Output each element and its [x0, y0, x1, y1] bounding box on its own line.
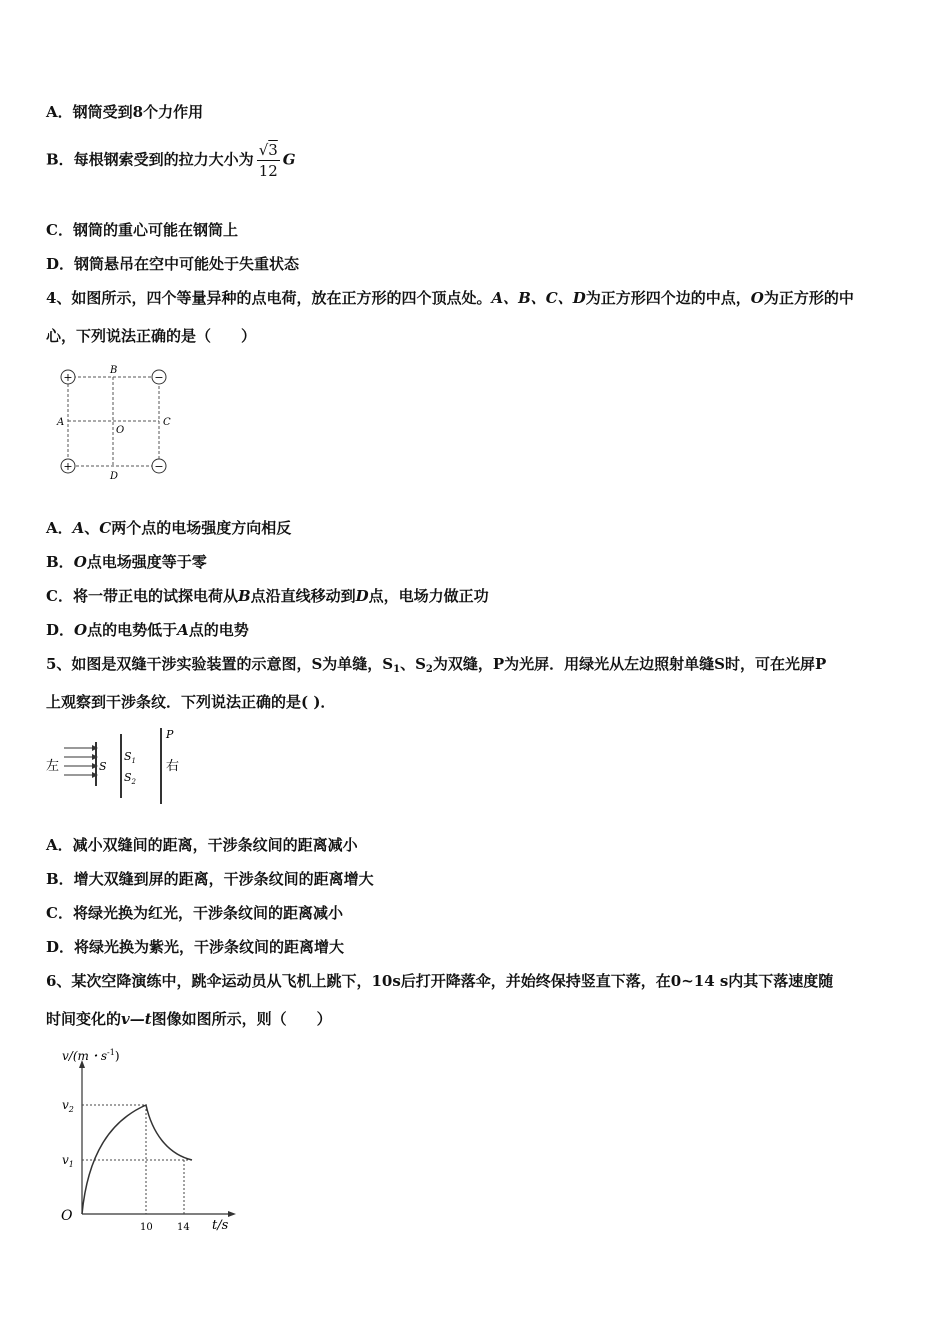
q5-stem-line2: 上观察到干涉条纹．下列说法正确的是( )．	[46, 693, 336, 711]
q6-stem-part: 图像如图所示，则（ ）	[151, 1010, 332, 1028]
q4-option-a	[46, 518, 291, 538]
q4-stem-points: A、B、C、D	[491, 289, 586, 307]
q5-option-d: D．将绿光换为紫光，干涉条纹间的距离增大	[46, 938, 345, 956]
q4-stem-part: 为正方形四个边的中点，	[585, 289, 751, 307]
q4-option-a-point: A	[72, 519, 85, 537]
q4-stem-line2: 心，下列说法正确的是（ ）	[46, 327, 257, 345]
q4-stem-line1	[46, 288, 854, 308]
q5-label-s1	[124, 750, 136, 765]
q4-option-a-text: 两个点的电场强度方向相反	[111, 519, 292, 537]
q4-minus-sign: −	[154, 460, 164, 473]
q6-tick-label-10: 10	[140, 1222, 153, 1233]
q6-label-v2-letter: v	[62, 1098, 69, 1112]
q6-x-axis-arrow	[228, 1211, 236, 1217]
q5-label-s2	[124, 771, 137, 786]
q4-option-b	[46, 552, 207, 572]
q5-label-s2-sub: 2	[131, 778, 137, 786]
q4-option-d-text: 点的电势	[188, 621, 249, 639]
q6-tick-label-14: 14	[177, 1222, 190, 1233]
q5-option-c: C．将绿光换为红光，干涉条纹间的距离减小	[46, 904, 343, 922]
q4-option-c-point: B	[237, 587, 251, 605]
q6-y-axis-label-close: )	[114, 1049, 120, 1063]
q6-y-axis-label-sup: -1	[107, 1048, 115, 1057]
q4-option-c-mid: 点沿直线移动到	[250, 587, 356, 605]
q5-label-s1-letter: S	[124, 750, 132, 763]
q6-stem-part: 时间变化的	[46, 1010, 122, 1028]
q4-option-b-point: O	[73, 553, 87, 571]
q4-option-c-prefix: C．将一带正电的试探电荷从	[46, 587, 238, 605]
q4-option-b-prefix: B．	[46, 553, 74, 571]
q6-label-v2	[62, 1098, 74, 1114]
q4-stem-part: 为正方形的中	[763, 289, 854, 307]
q4-label-b: B	[110, 365, 118, 376]
q3-option-c: C．钢筒的重心可能在钢筒上	[46, 221, 238, 239]
q4-label-a: A	[57, 417, 65, 428]
q4-option-d-prefix: D．	[46, 621, 75, 639]
q4-option-b-text: 点电场强度等于零	[86, 553, 207, 571]
q6-label-v1-sub: 1	[68, 1160, 74, 1169]
q3-option-b-numerator: 3	[268, 141, 278, 159]
q4-plus-sign: +	[63, 460, 73, 473]
q4-option-c-point2: D	[355, 587, 369, 605]
q4-option-d	[46, 620, 249, 640]
q3-option-b-radical: √	[258, 141, 269, 159]
q3-option-d: D．钢筒悬吊在空中可能处于失重状态	[46, 255, 300, 273]
q5-double-slit-diagram	[44, 726, 194, 808]
q5-label-s1-sub: 1	[131, 757, 137, 765]
q4-square-charge-diagram	[52, 362, 182, 484]
q5-option-a: A．减小双缝间的距离，干涉条纹间的距离减小	[46, 836, 358, 854]
q5-label-left: 左	[46, 759, 60, 774]
q6-vt-graph	[52, 1042, 252, 1238]
q4-label-c: C	[163, 417, 171, 428]
q4-option-d-mid: 点的电势低于	[87, 621, 178, 639]
q6-y-axis-label-text: v/(m・s	[62, 1049, 108, 1063]
q4-option-d-point2: A	[177, 621, 189, 639]
q4-plus-sign: +	[63, 371, 73, 384]
q5-label-s2-letter: S	[124, 771, 132, 784]
q5-stem-part: 为双缝，P为光屏．用绿光从左边照射单缝S时，可在光屏P	[432, 655, 827, 673]
q3-option-b	[46, 140, 296, 181]
q5-label-p: P	[166, 728, 174, 741]
q5-stem-sub2: 2	[425, 664, 433, 675]
q4-minus-sign: −	[154, 371, 164, 384]
q5-stem-part: 5、如图是双缝干涉实验装置的示意图，S为单缝，S	[46, 655, 394, 673]
q6-label-v2-sub: 2	[68, 1105, 74, 1114]
q5-label-right: 右	[166, 759, 180, 774]
q4-option-c	[46, 586, 489, 606]
q5-stem-part: 、S	[400, 655, 426, 673]
q5-option-b: B．增大双缝到屏的距离，干涉条纹间的距离增大	[46, 870, 374, 888]
q6-stem-line2	[46, 1009, 332, 1029]
q4-label-o: O	[116, 425, 125, 436]
q3-option-b-denominator: 12	[258, 162, 278, 180]
q3-option-b-suffix: G	[282, 150, 296, 169]
q5-stem-line1	[46, 654, 826, 680]
q6-stem-line1: 6、某次空降演练中，跳伞运动员从飞机上跳下，10s后打开降落伞，并始终保持竖直下落，在0~14 s内其下落速度随	[46, 972, 834, 990]
q6-label-v1-letter: v	[62, 1153, 69, 1167]
q3-option-a: A．钢筒受到8个力作用	[46, 103, 204, 121]
q4-option-a-point2: C	[99, 519, 112, 537]
q6-x-axis-label: t/s	[212, 1218, 229, 1233]
q6-stem-vt: v—t	[121, 1010, 152, 1028]
q4-option-a-sep: 、	[84, 519, 100, 537]
q4-option-d-point: O	[74, 621, 88, 639]
q5-stem-sub1: 1	[393, 664, 401, 675]
q4-stem-part: 4、如图所示，四个等量异种的点电荷，放在正方形的四个顶点处。	[46, 289, 492, 307]
q3-option-b-prefix: B．每根钢索受到的拉力大小为	[46, 150, 254, 169]
q6-y-axis-label	[62, 1048, 120, 1063]
q4-option-c-text: 点，电场力做正功	[368, 587, 489, 605]
q5-label-s: S	[99, 760, 107, 773]
q3-option-b-fraction	[257, 140, 280, 181]
q6-label-origin: O	[61, 1208, 73, 1224]
q4-option-a-prefix: A．	[46, 519, 73, 537]
q4-label-d: D	[110, 471, 119, 482]
q6-label-v1	[62, 1153, 74, 1169]
q4-stem-center: O	[750, 289, 764, 307]
